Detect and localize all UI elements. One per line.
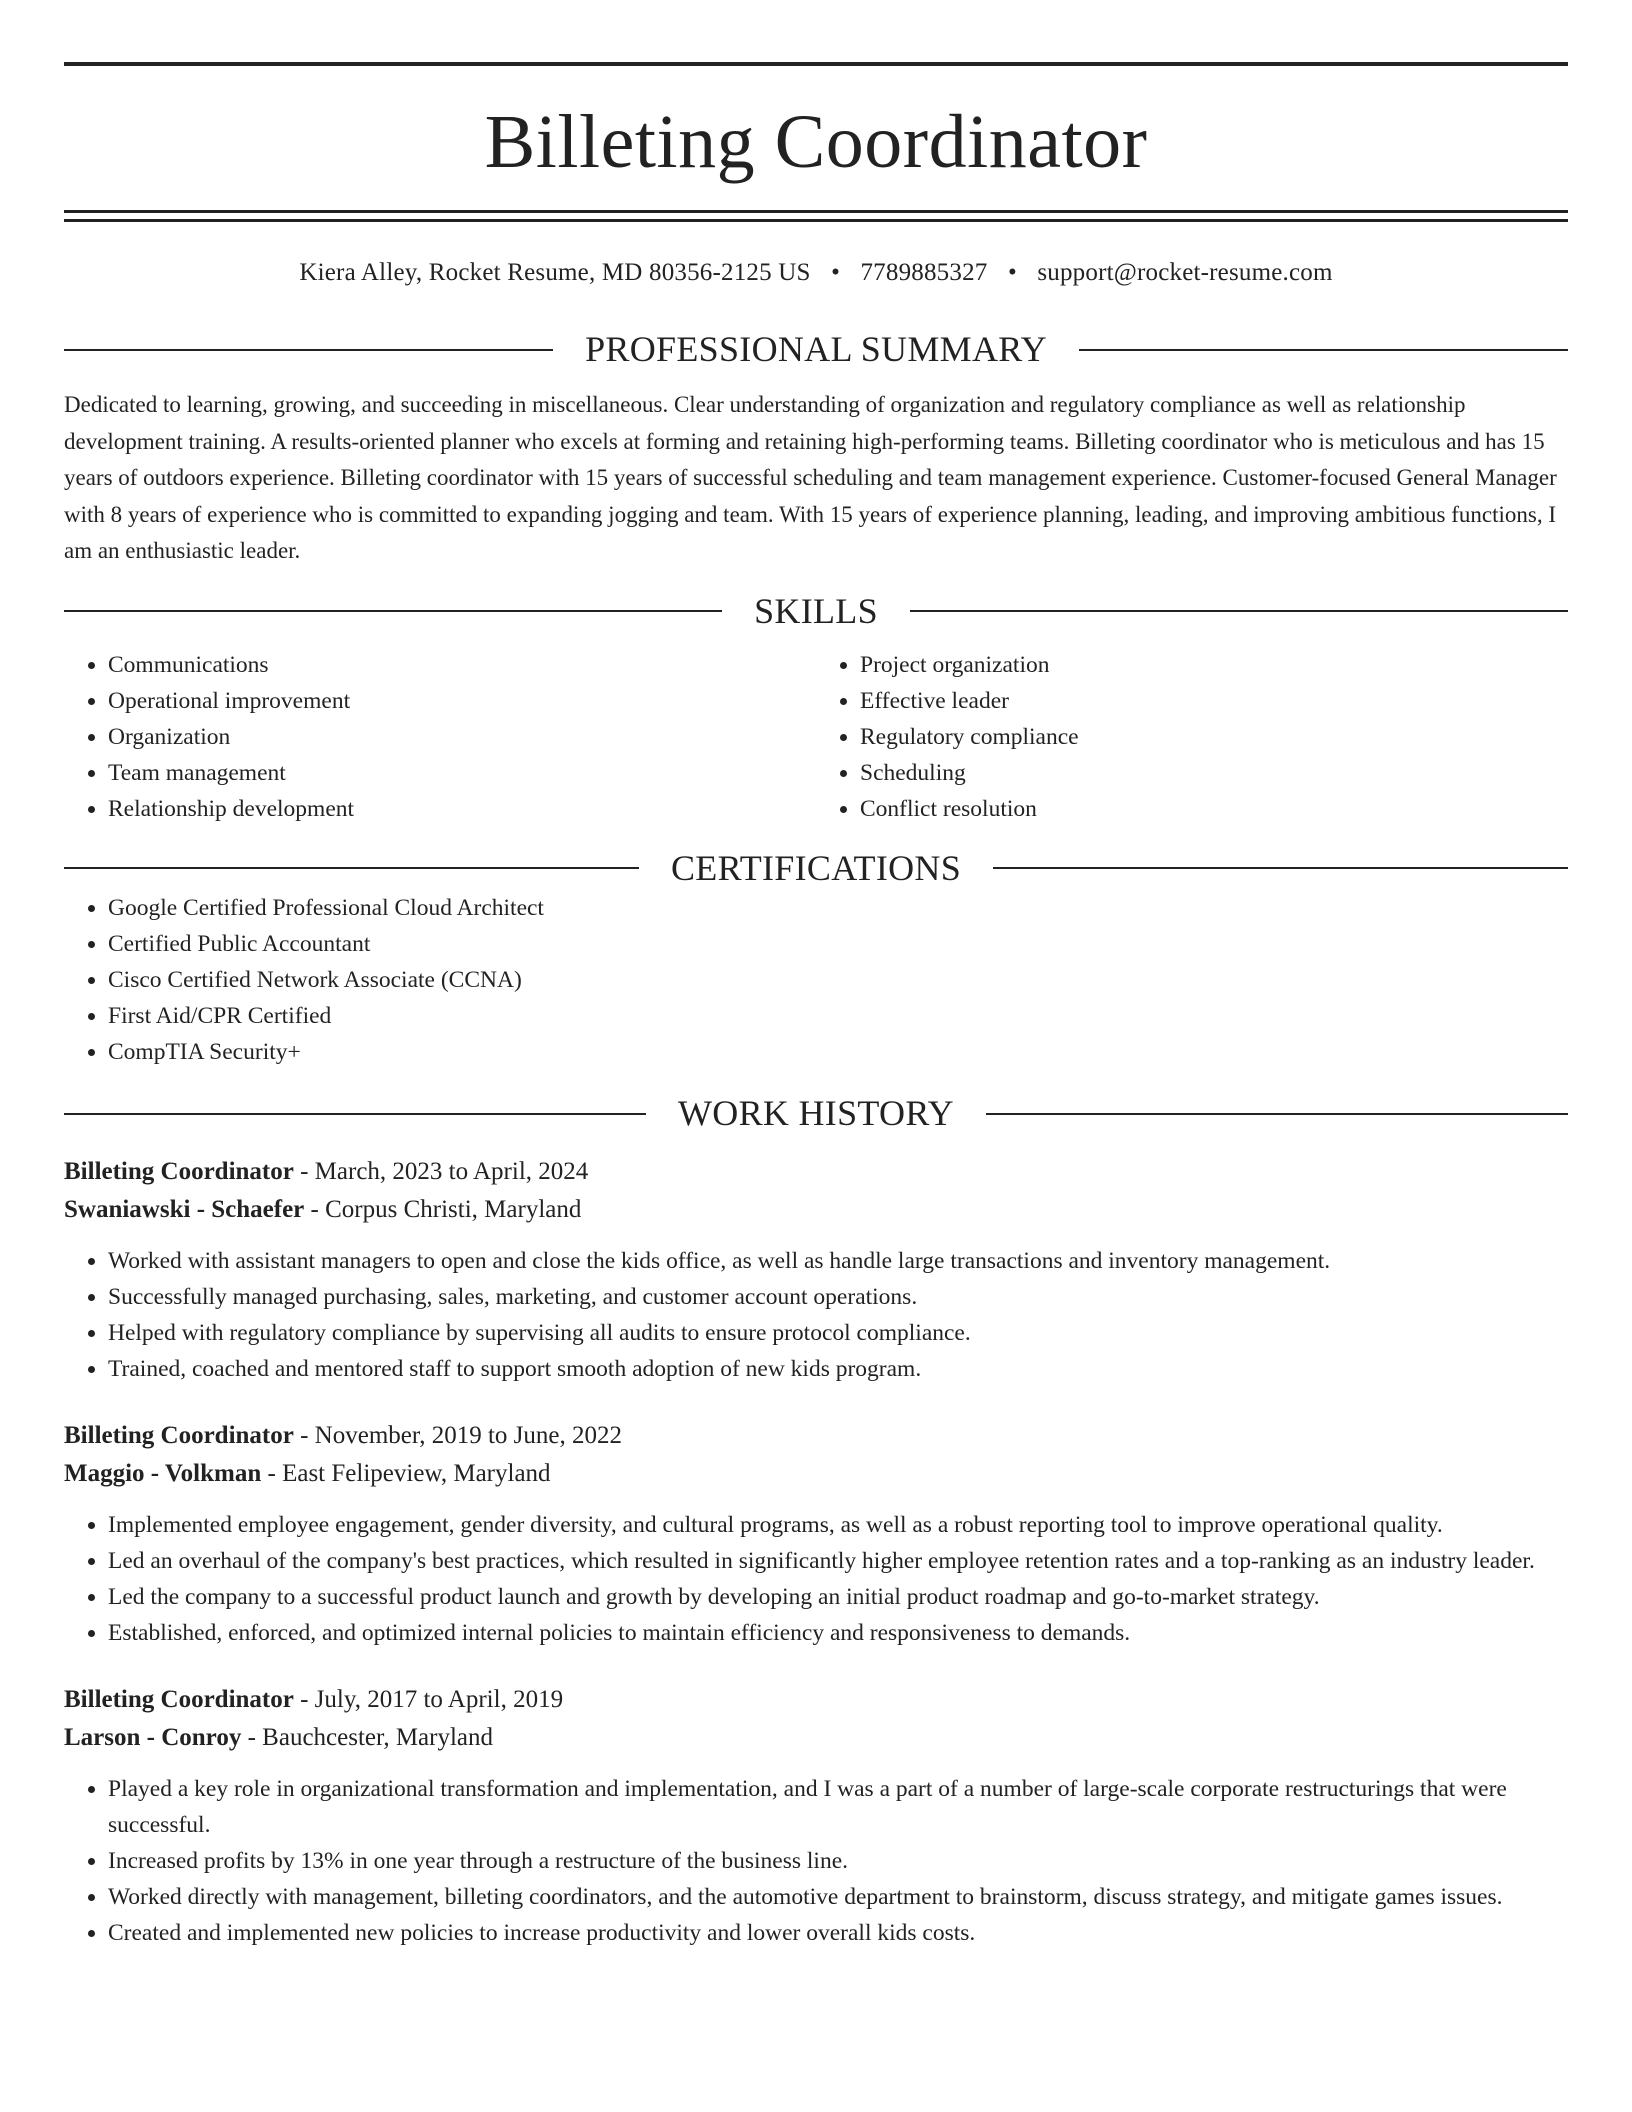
job-bullet: • Worked with assistant managers to open and close the kids office, as well as handle large transactions and inventory management. [108, 1243, 1568, 1279]
skill-item: • Relationship development [108, 791, 816, 827]
section-rule-right [1079, 349, 1568, 351]
job-bullet: • Successfully managed purchasing, sales, marketing, and customer account operations. [108, 1279, 1568, 1315]
skills-list-right [816, 647, 1568, 827]
skill-item: • Operational improvement [108, 683, 816, 719]
job-bullets [64, 1771, 1568, 1951]
job-company: Larson - Conroy [64, 1724, 242, 1752]
job-bullet: • Trained, coached and mentored staff to support smooth adoption of new kids program. [108, 1351, 1568, 1387]
certification-item: • First Aid/CPR Certified [108, 998, 1568, 1034]
certification-item: • Cisco Certified Network Associate (CCNA) [108, 962, 1568, 998]
contact-email: support@rocket-resume.com [1037, 259, 1333, 286]
skill-item: • Regulatory compliance [860, 719, 1568, 755]
section-rule-left [64, 349, 553, 351]
section-header-skills [64, 590, 1568, 633]
job-company-line [64, 1191, 1568, 1229]
section-header-certifications [64, 847, 1568, 890]
job-title-line [64, 1417, 1568, 1455]
skills-list-left [64, 647, 816, 827]
summary-text: Dedicated to learning, growing, and succeeding in miscellaneous. Clear understanding of organization and regulatory compliance as well as relationship development training. A results-oriented planner who excels at forming and retaining high-performing teams. Billeting coordinator who is meticulous and has 15 years of outdoors experience. Billeting coordinator with 15 years of successful scheduling and team management experience. Customer-focused General Manager with 8 years of experience who is committed to expanding jogging and team. With 15 years of experience planning, leading, and improving ambitious functions, I am an enthusiastic leader. [64, 392, 1557, 564]
certifications-list [64, 890, 1568, 1070]
job-title: Billeting Coordinator [64, 1158, 294, 1186]
section-title-skills: SKILLS [754, 590, 878, 631]
job-bullet: • Worked directly with management, billeting coordinators, and the automotive department to brainstorm, discuss strategy, and mitigate games issues. [108, 1879, 1568, 1915]
resume-title: Billeting Coordinator [484, 100, 1148, 184]
job-bullet: • Led the company to a successful product launch and growth by developing an initial product roadmap and go-to-market strategy. [108, 1579, 1568, 1615]
certification-item: • Google Certified Professional Cloud Architect [108, 890, 1568, 926]
contact-line [64, 258, 1568, 288]
section-rule-right [993, 867, 1568, 869]
job-company-line [64, 1455, 1568, 1493]
job-bullet: • Created and implemented new policies to increase productivity and lower overall kids costs. [108, 1915, 1568, 1951]
job-bullet: • Played a key role in organizational transformation and implementation, and I was a part of a number of large-scale corporate restructurings that were successful. [108, 1771, 1568, 1843]
job-entry [64, 1681, 1568, 1951]
job-bullet: • Established, enforced, and optimized internal policies to maintain efficiency and responsiveness to demands. [108, 1615, 1568, 1651]
job-title: Billeting Coordinator [64, 1422, 294, 1450]
job-dates: - November, 2019 to June, 2022 [293, 1422, 622, 1450]
certification-item: • Certified Public Accountant [108, 926, 1568, 962]
job-title-line [64, 1153, 1568, 1191]
job-bullet: • Helped with regulatory compliance by supervising all audits to ensure protocol compliance. [108, 1315, 1568, 1351]
section-rule-right [910, 610, 1568, 612]
job-dates: - July, 2017 to April, 2019 [293, 1686, 564, 1714]
job-entry [64, 1153, 1568, 1387]
section-title-summary: PROFESSIONAL SUMMARY [585, 329, 1047, 369]
job-location: - East Felipeview, Maryland [261, 1460, 551, 1488]
top-rule [64, 62, 1568, 66]
skill-item: • Effective leader [860, 683, 1568, 719]
section-rule-left [64, 867, 639, 869]
job-bullet: • Led an overhaul of the company's best practices, which resulted in significantly higher employee retention rates and a top-ranking as an industry leader. [108, 1543, 1568, 1579]
certification-item: • CompTIA Security+ [108, 1034, 1568, 1070]
job-company: Swaniawski - Schaefer [64, 1196, 305, 1224]
section-title-certifications: CERTIFICATIONS [670, 847, 962, 888]
job-bullet: • Increased profits by 13% in one year through a restructure of the business line. [108, 1843, 1568, 1879]
section-header-summary [64, 328, 1568, 371]
job-bullets [64, 1507, 1568, 1651]
skill-item: • Scheduling [860, 755, 1568, 791]
section-rule-left [64, 610, 722, 612]
skills-grid [64, 647, 1568, 827]
skill-item: • Communications [108, 647, 816, 683]
job-location: - Corpus Christi, Maryland [304, 1196, 582, 1224]
job-entry [64, 1417, 1568, 1651]
skills-column-right [816, 647, 1568, 827]
job-bullets [64, 1243, 1568, 1387]
contact-address: Kiera Alley, Rocket Resume, MD 80356-2125 US [299, 259, 811, 286]
skill-item: • Organization [108, 719, 816, 755]
job-location: - Bauchcester, Maryland [241, 1724, 494, 1752]
job-bullet: • Implemented employee engagement, gender diversity, and cultural programs, as well as a robust reporting tool to improve operational quality. [108, 1507, 1568, 1543]
section-rule-left [64, 1113, 646, 1115]
skill-item: • Conflict resolution [860, 791, 1568, 827]
contact-separator: • [831, 259, 841, 286]
job-title: Billeting Coordinator [64, 1686, 294, 1714]
skill-item: • Team management [108, 755, 816, 791]
section-header-work-history [64, 1092, 1568, 1135]
contact-separator: • [1007, 259, 1017, 286]
skill-item: • Project organization [860, 647, 1568, 683]
title-double-rule [64, 210, 1568, 222]
job-title-line [64, 1681, 1568, 1719]
job-dates: - March, 2023 to April, 2024 [293, 1158, 589, 1186]
skills-column-left [64, 647, 816, 827]
job-company-line [64, 1719, 1568, 1757]
section-title-work-history: WORK HISTORY [678, 1093, 954, 1134]
job-company: Maggio - Volkman [64, 1460, 262, 1488]
section-rule-right [986, 1113, 1568, 1115]
contact-phone: 7789885327 [860, 259, 988, 286]
